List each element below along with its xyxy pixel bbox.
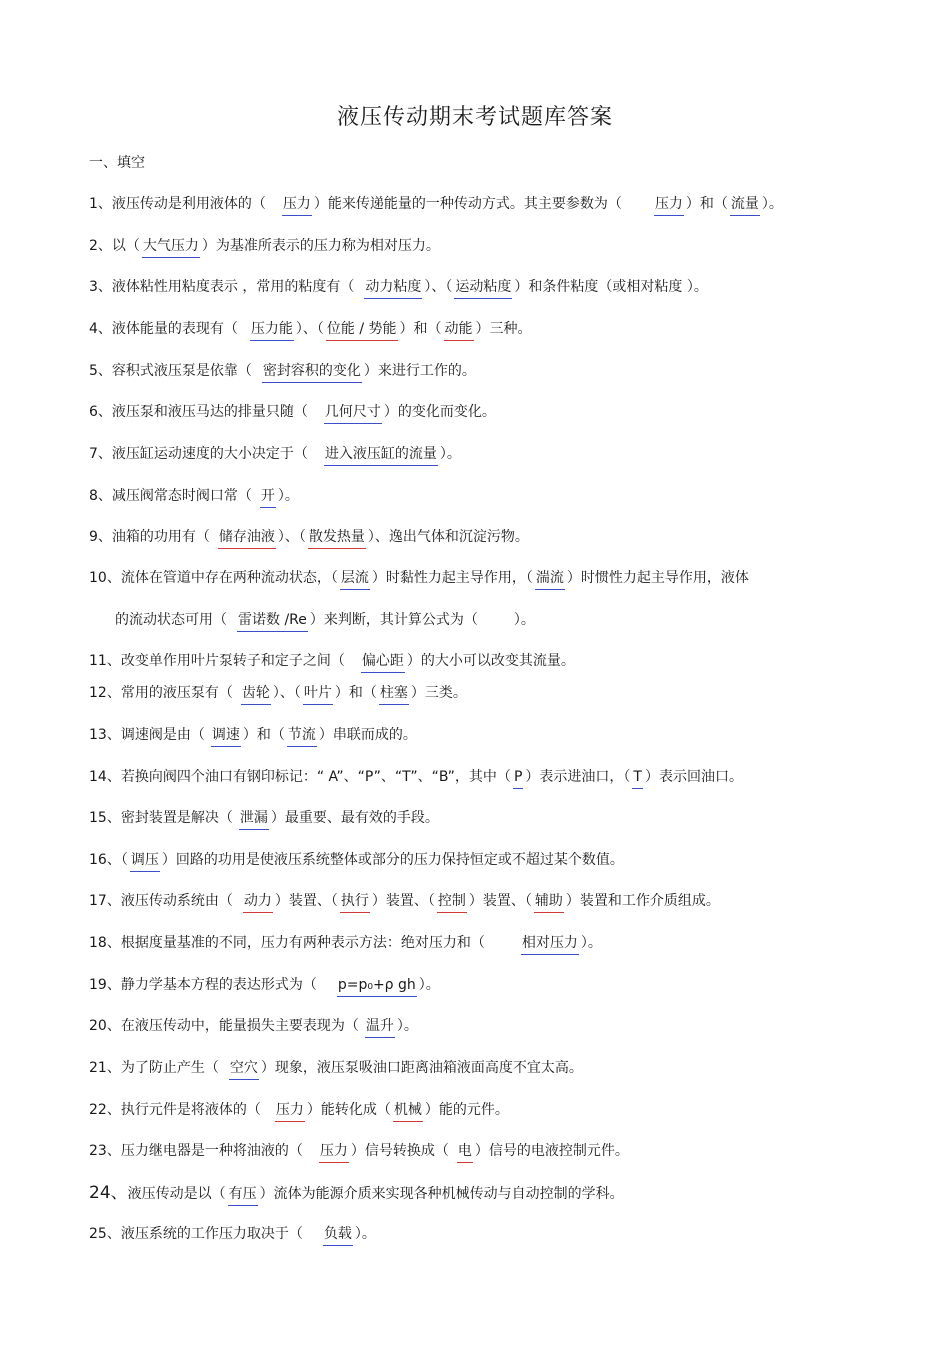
question-13: 13、调速阀是由（ 调速 ）和（ 节流 ）串联而成的。 — [89, 725, 859, 747]
answer: 压力能 — [250, 319, 294, 341]
answer: 动力 — [243, 891, 273, 913]
answer: 运动粘度 — [454, 277, 512, 299]
answer: 大气压力 — [142, 236, 200, 258]
answer: 电 — [457, 1141, 473, 1163]
question-7: 7、液压缸运动速度的大小决定于（ 进入液压缸的流量 ）。 — [89, 444, 859, 466]
answer: 调速 — [211, 725, 241, 747]
answer: 几何尺寸 — [324, 402, 382, 424]
question-15: 15、密封装置是解决（ 泄漏 ）最重要、最有效的手段。 — [89, 808, 859, 830]
question-22: 22、执行元件是将液体的（ 压力 ）能转化成（ 机械 ）能的元件。 — [89, 1100, 859, 1122]
answer: 温升 — [365, 1016, 395, 1038]
answer: 储存油液 — [218, 527, 276, 549]
section-heading: 一、填空 — [89, 155, 145, 171]
answer: 有压 — [228, 1184, 258, 1206]
question-23: 23、压力继电器是一种将油液的（ 压力 ）信号转换成（ 电 ）信号的电液控制元件。 — [89, 1141, 859, 1163]
question-1: 1、液压传动是利用液体的（ 压力 ）能来传递能量的一种传动方式。其主要参数为（ 压力 ）和（ 流量 ）。 — [89, 194, 859, 216]
answer: 压力 — [282, 194, 312, 216]
answer: 层流 — [340, 568, 370, 590]
question-5: 5、容积式液压泵是依靠（ 密封容积的变化 ）来进行工作的。 — [89, 361, 859, 383]
answer: 湍流 — [535, 568, 565, 590]
answer: 调压 — [130, 850, 160, 872]
answer: 负载 — [323, 1224, 353, 1246]
question-9: 9、油箱的功用有（ 储存油液 ）、（ 散发热量 ）、逸出气体和沉淀污物。 — [89, 527, 859, 549]
answer: 空穴 — [229, 1058, 259, 1080]
answer: 压力 — [275, 1100, 305, 1122]
answer: 开 — [260, 486, 276, 508]
answer: 泄漏 — [239, 808, 269, 830]
question-2: 2、以（ 大气压力 ）为基准所表示的压力称为相对压力。 — [89, 236, 859, 258]
question-20: 20、在液压传动中，能量损失主要表现为（ 温升 ）。 — [89, 1016, 859, 1038]
question-25: 25、液压系统的工作压力取决于（ 负载 ）。 — [89, 1224, 859, 1246]
question-3: 3、液体粘性用粘度表示 ，常用的粘度有（ 动力粘度 ）、（ 运动粘度 ）和条件粘度（或相对粘度 ）。 — [89, 277, 859, 299]
question-12: 12、常用的液压泵有（ 齿轮 ）、（ 叶片 ）和（ 柱塞 ）三类。 — [89, 683, 859, 705]
answer: 机械 — [393, 1100, 423, 1122]
page-title: 液压传动期末考试题库答案 — [336, 105, 613, 130]
answer: 齿轮 — [241, 683, 271, 705]
answer: 相对压力 — [521, 933, 579, 955]
answer: 流量 — [730, 194, 760, 216]
question-4: 4、液体能量的表现有（ 压力能 ）、（ 位能 / 势能 ）和（ 动能 ）三种。 — [89, 319, 859, 341]
question-6: 6、液压泵和液压马达的排量只随（ 几何尺寸 ）的变化而变化。 — [89, 402, 859, 424]
answer: 节流 — [287, 725, 317, 747]
answer: p=p₀+ρ gh — [337, 975, 417, 997]
answer: 叶片 — [303, 683, 333, 705]
question-18: 18、根据度量基准的不同，压力有两种表示方法：绝对压力和（ 相对压力 ）。 — [89, 933, 859, 955]
answer: 进入液压缸的流量 — [324, 444, 438, 466]
answer: 散发热量 — [308, 527, 366, 549]
question-10-continued: 的流动状态可用（ 雷诺数 /Re ）来判断，其计算公式为（ ）。 — [115, 610, 885, 632]
answer: 动力粘度 — [364, 277, 422, 299]
answer: 辅助 — [534, 891, 564, 913]
answer: P — [513, 767, 523, 789]
question-10: 10、流体在管道中存在两种流动状态，（ 层流 ）时黏性力起主导作用，（ 湍流 ）时惯性力起主导作用，液体 — [89, 568, 859, 590]
answer: 压力 — [654, 194, 684, 216]
answer: 动能 — [444, 319, 474, 341]
question-8: 8、减压阀常态时阀口常（ 开 ）。 — [89, 486, 859, 508]
answer: 执行 — [340, 891, 370, 913]
answer: 位能 / 势能 — [326, 319, 398, 341]
answer: 压力 — [319, 1141, 349, 1163]
question-14: 14、若换向阀四个油口有钢印标记：“ A”、“P”、“T”、“B”，其中（ P ）表示进油口，（ T ）表示回油口。 — [89, 767, 859, 789]
answer: 偏心距 — [361, 651, 405, 673]
question-21: 21、为了防止产生（ 空穴 ）现象，液压泵吸油口距离油箱液面高度不宜太高。 — [89, 1058, 859, 1080]
question-11: 11、改变单作用叶片泵转子和定子之间（ 偏心距 ）的大小可以改变其流量。 — [89, 651, 859, 673]
question-19: 19、静力学基本方程的表达形式为（ p=p₀+ρ gh ）。 — [89, 975, 859, 997]
question-24: 24、液压传动是以（ 有压 ）流体为能源介质来实现各种机械传动与自动控制的学科。 — [89, 1183, 859, 1206]
question-16: 16、（ 调压 ）回路的功用是使液压系统整体或部分的压力保持恒定或不超过某个数值。 — [89, 850, 859, 872]
answer: 柱塞 — [379, 683, 409, 705]
answer: 密封容积的变化 — [262, 361, 362, 383]
answer: 控制 — [437, 891, 467, 913]
answer: 雷诺数 /Re — [237, 610, 308, 632]
answer: T — [632, 767, 643, 789]
question-17: 17、液压传动系统由（ 动力 ）装置、（ 执行 ）装置、（ 控制 ）装置、（ 辅助 ）装置和工作介质组成。 — [89, 891, 859, 913]
